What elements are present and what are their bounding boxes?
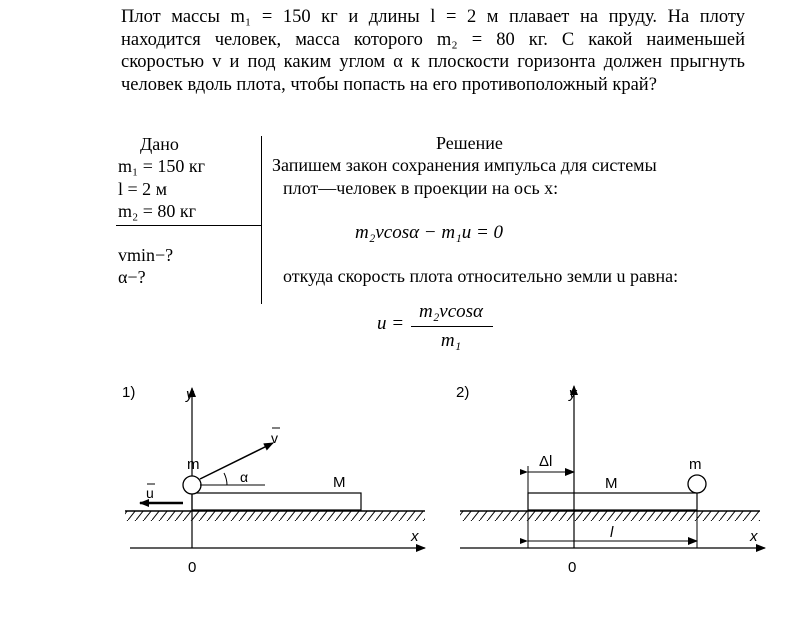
figure-1: [122, 384, 425, 576]
given-header: Дано: [140, 134, 179, 154]
figure-2-l-label: l: [610, 524, 614, 541]
figure-1-v-vector: [200, 443, 273, 479]
figure-2-origin: 0: [568, 559, 577, 576]
problem-line-2: находится человек, масса которого m₂ = 80 кг. С какой наименьшей: [121, 29, 745, 50]
given-item-l: l = 2 м: [118, 179, 168, 199]
equation-u-denominator: m₁: [440, 330, 462, 351]
figure-2: [456, 384, 765, 576]
equation-momentum: m₂vcosα − m₁u = 0: [355, 222, 504, 243]
figure-2-number: 2): [456, 384, 470, 401]
problem-line-4: человек вдоль плота, чтобы попасть на его противоположный край?: [121, 74, 657, 95]
unknown-vmin: vmin−?: [118, 245, 174, 265]
figure-2-y-label: y: [569, 385, 577, 402]
figure-2-ground-hatch: [460, 511, 760, 521]
figure-1-angle-arc: [224, 473, 227, 485]
solution-line-1: Запишем закон сохранения импульса для системы: [272, 155, 657, 175]
figure-1-v-label: v: [271, 430, 278, 446]
problem-line-1: Плот массы m₁ = 150 кг и длины l = 2 м плавает на пруду. На плоту: [121, 7, 745, 27]
figure-1-y-label: y: [186, 386, 194, 403]
figure-2-x-label: x: [750, 528, 758, 545]
equation-u-numerator: m₂vcosα: [418, 301, 484, 322]
solution-line-2: плот—человек в проекции на ось x:: [283, 178, 559, 198]
figure-1-x-label: x: [411, 528, 419, 545]
figure-1-u-label: u: [146, 485, 154, 501]
unknown-alpha: α−?: [118, 267, 146, 287]
solution-header: Решение: [436, 133, 503, 153]
figure-2-delta-l-label: Δl: [539, 453, 553, 470]
figure-2-person-label: m: [689, 456, 702, 473]
figure-1-ground-hatch: [125, 511, 425, 521]
figure-1-raft-label: M: [333, 474, 346, 491]
figure-1-angle-label: α: [240, 469, 249, 485]
figure-1-origin: 0: [188, 559, 197, 576]
given-item-m2: m₂ = 80 кг: [118, 201, 197, 221]
figure-1-person-label: m: [187, 456, 200, 473]
figure-2-person: [688, 475, 706, 493]
figure-2-raft-label: M: [605, 475, 618, 492]
equation-u-lhs: u =: [377, 313, 405, 334]
figure-1-number: 1): [122, 384, 136, 401]
given-item-m1: m₁ = 150 кг: [118, 156, 206, 176]
solution-line-3: откуда скорость плота относительно земли u равна:: [283, 266, 679, 286]
problem-line-3: скоростью v и под каким углом α к плоскости горизонта должен прыгнуть: [121, 52, 745, 72]
figure-1-raft: [192, 493, 361, 510]
figure-2-raft: [528, 493, 697, 510]
figure-1-person: [183, 476, 201, 494]
